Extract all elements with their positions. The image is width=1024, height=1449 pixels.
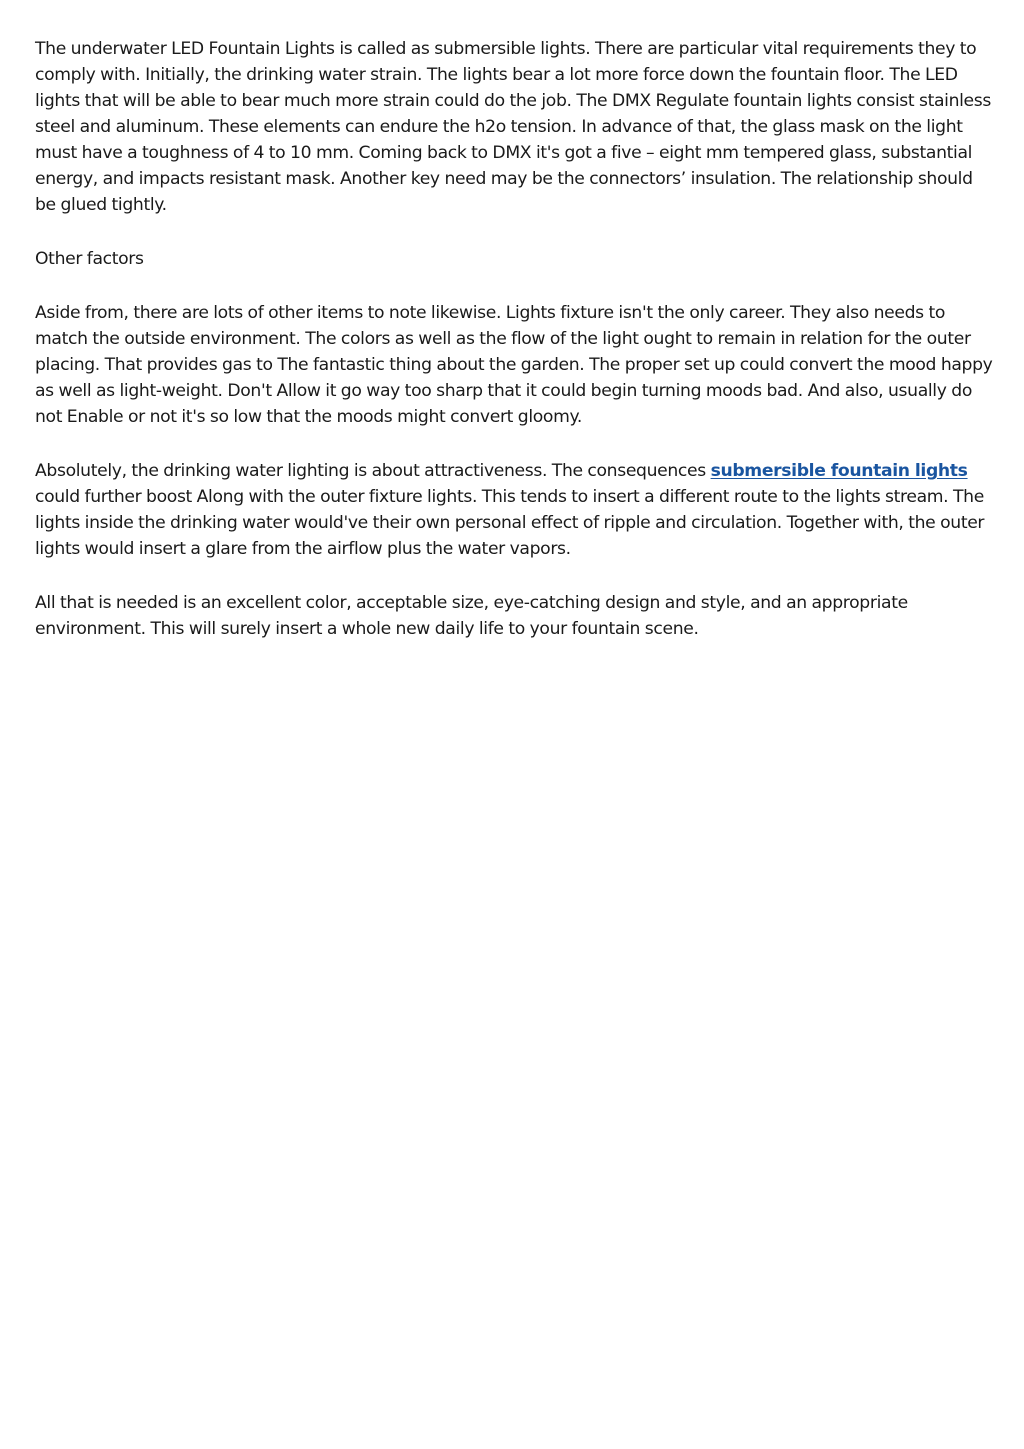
paragraph-conclusion: All that is needed is an excellent color, acceptable size, eye-catching design and style, and an appropriate environment. This will surely insert a whole new daily life to your fountain scene.	[35, 593, 908, 639]
article-body	[35, 36, 994, 642]
paragraph-attractiveness-text-end: could further boost Along with the outer fixture lights. This tends to insert a different route to the lights stream. The lights inside the drinking water would've their own personal effect of ripple and circulation. Together with, the outer lights would insert a glare from the airflow plus the water vapors.	[35, 487, 985, 559]
section-heading-other-factors: Other factors	[35, 249, 144, 269]
paragraph-attractiveness-text-start: Absolutely, the drinking water lighting is about attractiveness. The consequences	[35, 461, 711, 481]
paragraph-led-requirements: The underwater LED Fountain Lights is called as submersible lights. There are particular vital requirements they to comply with. Initially, the drinking water strain. The lights bear a lot more force down the fountain floor. The LED lights that will be able to bear much more strain could do the job. The DMX Regulate fountain lights consist stainless steel and aluminum. These elements can endure the h2o tension. In advance of that, the glass mask on the light must have a toughness of 4 to 10 mm. Coming back to DMX it's got a five – eight mm tempered glass, substantial energy, and impacts resistant mask. Another key need may be the connectors’ insulation. The relationship should be glued tightly.	[35, 39, 991, 215]
paragraph-attractiveness	[35, 458, 994, 562]
submersible-fountain-lights-link[interactable]: submersible fountain lights	[710, 461, 968, 481]
paragraph-environment: Aside from, there are lots of other items to note likewise. Lights fixture isn't the only career. They also needs to match the outside environment. The colors as well as the flow of the light ought to remain in relation for the outer placing. That provides gas to The fantastic thing about the garden. The proper set up could convert the mood happy as well as light-weight. Don't Allow it go way too sharp that it could begin turning moods bad. And also, usually do not Enable or not it's so low that the moods might convert gloomy.	[35, 303, 993, 427]
